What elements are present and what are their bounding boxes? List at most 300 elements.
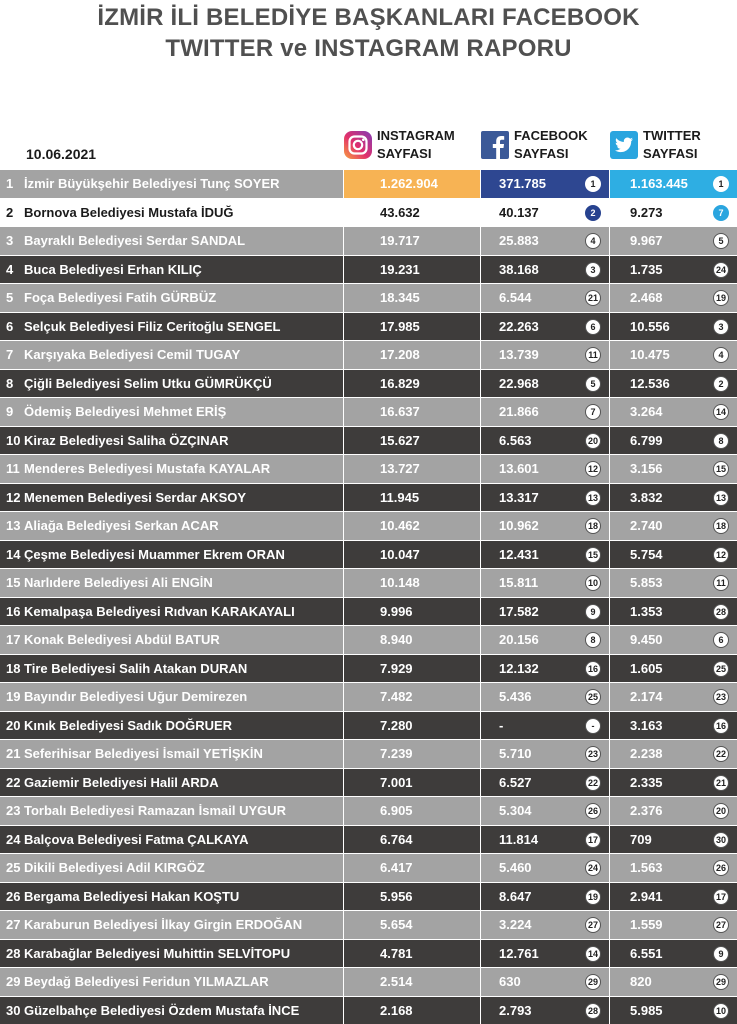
municipality-name-cell [0,769,343,797]
twitter-cell [609,968,737,996]
table-row [0,712,737,741]
instagram-value: 10.462 [343,512,480,540]
instagram-value: 13.727 [343,455,480,483]
twitter-rank-badge: 8 [713,433,729,449]
facebook-rank-badge: 12 [585,461,601,477]
twitter-rank-badge: 20 [713,803,729,819]
instagram-value: 8.940 [343,626,480,654]
facebook-column-header [480,127,588,163]
facebook-cell [480,541,609,569]
twitter-rank-badge: 15 [713,461,729,477]
twitter-value: 709 [630,831,652,847]
municipality-name: Menemen Belediyesi Serdar AKSOY [24,489,247,505]
twitter-rank-badge: 26 [713,860,729,876]
municipality-name-cell [0,598,343,626]
row-number: 3 [6,233,14,249]
facebook-rank-badge: 18 [585,518,601,534]
instagram-value: 6.905 [343,797,480,825]
municipality-name-cell [0,569,343,597]
table-row [0,968,737,997]
facebook-cell [480,683,609,711]
municipality-name-cell [0,256,343,284]
twitter-rank-badge: 22 [713,746,729,762]
municipality-name: Karabağlar Belediyesi Muhittin SELVİTOPU [24,945,291,961]
twitter-value: 9.967 [630,233,663,249]
twitter-rank-badge: 10 [713,1003,729,1019]
twitter-rank-badge: 17 [713,889,729,905]
instagram-value: 7.929 [343,655,480,683]
facebook-rank-badge: 26 [585,803,601,819]
municipality-name-cell [0,940,343,968]
instagram-value: 7.001 [343,769,480,797]
municipality-name-cell [0,398,343,426]
twitter-value: 3.264 [630,404,663,420]
municipality-name-cell [0,341,343,369]
row-number: 9 [6,404,14,420]
twitter-value: 2.174 [630,689,663,705]
row-number: 30 [6,1002,21,1018]
table-row [0,455,737,484]
table-row [0,626,737,655]
instagram-header-line-2: SAYFASI [377,146,432,161]
twitter-rank-badge: 5 [713,233,729,249]
facebook-value: 5.436 [499,689,532,705]
instagram-value: 17.985 [343,313,480,341]
row-number: 5 [6,290,14,306]
facebook-value: 15.811 [499,575,539,591]
twitter-header-line-1: TWITTER [643,128,701,143]
twitter-value: 1.353 [630,603,663,619]
facebook-cell [480,740,609,768]
table-row [0,256,737,285]
facebook-value: 40.137 [499,204,539,220]
facebook-value: 630 [499,974,521,990]
twitter-value: 2.238 [630,746,663,762]
facebook-value: 12.132 [499,660,539,676]
twitter-cell [609,370,737,398]
instagram-value: 19.717 [343,227,480,255]
twitter-rank-badge: 16 [713,718,729,734]
instagram-value: 10.047 [343,541,480,569]
row-number: 18 [6,660,21,676]
instagram-value: 10.148 [343,569,480,597]
twitter-cell [609,854,737,882]
facebook-value: 10.962 [499,518,539,534]
table-row [0,940,737,969]
twitter-rank-badge: 30 [713,832,729,848]
municipality-name: Kemalpaşa Belediyesi Rıdvan KARAKAYALI [24,603,295,619]
municipality-name: Bornova Belediyesi Mustafa İDUĞ [24,204,234,220]
facebook-rank-badge: 17 [585,832,601,848]
twitter-cell [609,170,737,198]
facebook-rank-badge: 22 [585,775,601,791]
municipality-name-cell [0,484,343,512]
facebook-value: 3.224 [499,917,532,933]
facebook-rank-badge: 27 [585,917,601,933]
facebook-value: 5.304 [499,803,532,819]
municipality-name-cell [0,712,343,740]
twitter-cell [609,484,737,512]
facebook-value: 6.563 [499,432,532,448]
table-row [0,883,737,912]
facebook-cell [480,512,609,540]
twitter-cell [609,598,737,626]
twitter-cell [609,455,737,483]
twitter-value: 10.556 [630,318,670,334]
facebook-rank-badge: 15 [585,547,601,563]
twitter-cell [609,227,737,255]
facebook-value: 13.739 [499,347,539,363]
table-row [0,826,737,855]
report-date: 10.06.2021 [26,146,97,162]
facebook-cell [480,341,609,369]
twitter-rank-badge: 4 [713,347,729,363]
municipality-name: Bayındır Belediyesi Uğur Demirezen [24,689,248,705]
row-number: 27 [6,917,21,933]
twitter-cell [609,826,737,854]
twitter-rank-badge: 29 [713,974,729,990]
twitter-cell [609,883,737,911]
facebook-cell [480,826,609,854]
facebook-cell [480,455,609,483]
twitter-cell [609,398,737,426]
twitter-cell [609,769,737,797]
twitter-value: 1.163.445 [630,176,688,192]
table-row [0,854,737,883]
municipality-name: Kiraz Belediyesi Saliha ÖZÇINAR [24,432,229,448]
facebook-value: 17.582 [499,603,539,619]
table-row [0,284,737,313]
row-number: 4 [6,261,14,277]
facebook-header-line-2: SAYFASI [514,146,569,161]
table-row [0,398,737,427]
twitter-cell [609,683,737,711]
twitter-cell [609,569,737,597]
row-number: 8 [6,375,14,391]
facebook-rank-badge: 7 [585,404,601,420]
twitter-rank-badge: 2 [713,376,729,392]
municipality-name-cell [0,512,343,540]
municipality-name: Karaburun Belediyesi İlkay Girgin ERDOĞAN [24,917,303,933]
facebook-rank-badge: 19 [585,889,601,905]
twitter-cell [609,797,737,825]
twitter-value: 12.536 [630,375,670,391]
municipality-name: Çeşme Belediyesi Muammer Ekrem ORAN [24,546,285,562]
row-number: 23 [6,803,21,819]
municipality-name: Bergama Belediyesi Hakan KOŞTU [24,888,240,904]
municipality-name-cell [0,683,343,711]
twitter-cell [609,626,737,654]
facebook-rank-badge: 5 [585,376,601,392]
instagram-value: 5.956 [343,883,480,911]
twitter-rank-badge: 11 [713,575,729,591]
facebook-cell [480,170,609,198]
table-row [0,541,737,570]
twitter-value: 1.735 [630,261,663,277]
table-row [0,797,737,826]
facebook-rank-badge: 3 [585,262,601,278]
table-row [0,769,737,798]
twitter-cell [609,541,737,569]
instagram-value: 7.280 [343,712,480,740]
row-number: 16 [6,603,21,619]
twitter-rank-badge: 25 [713,661,729,677]
facebook-rank-badge: 20 [585,433,601,449]
municipality-name: Aliağa Belediyesi Serkan ACAR [24,518,219,534]
municipality-name: Seferihisar Belediyesi İsmail YETİŞKİN [24,746,263,762]
table-row [0,740,737,769]
twitter-value: 2.740 [630,518,663,534]
facebook-rank-badge: 9 [585,604,601,620]
instagram-value: 6.417 [343,854,480,882]
municipality-name: Foça Belediyesi Fatih GÜRBÜZ [24,290,217,306]
table-row [0,598,737,627]
facebook-value: 6.527 [499,774,532,790]
table-row [0,911,737,940]
row-number: 28 [6,945,21,961]
table-row [0,427,737,456]
facebook-rank-badge: 16 [585,661,601,677]
twitter-value: 6.551 [630,945,663,961]
table-row [0,569,737,598]
facebook-rank-badge: 23 [585,746,601,762]
facebook-cell [480,854,609,882]
row-number: 20 [6,717,21,733]
facebook-value: 21.866 [499,404,539,420]
table-row [0,997,737,1024]
municipality-name: Bayraklı Belediyesi Serdar SANDAL [24,233,246,249]
facebook-rank-badge: 4 [585,233,601,249]
twitter-rank-badge: 3 [713,319,729,335]
municipality-name: Tire Belediyesi Salih Atakan DURAN [24,660,248,676]
facebook-rank-badge: 11 [585,347,601,363]
row-number: 29 [6,974,21,990]
twitter-value: 9.450 [630,632,663,648]
municipality-name: Kınık Belediyesi Sadık DOĞRUER [24,717,233,733]
row-number: 2 [6,204,14,220]
twitter-value: 3.156 [630,461,663,477]
table-row [0,199,737,228]
twitter-value: 5.985 [630,1002,663,1018]
twitter-value: 3.163 [630,717,663,733]
twitter-rank-badge: 21 [713,775,729,791]
facebook-value: 13.601 [499,461,539,477]
facebook-cell [480,313,609,341]
twitter-value: 820 [630,974,652,990]
municipality-name-cell [0,911,343,939]
facebook-rank-badge: - [585,718,601,734]
facebook-value: 38.168 [499,261,539,277]
row-number: 26 [6,888,21,904]
municipality-name: Buca Belediyesi Erhan KILIÇ [24,261,202,277]
municipality-name-cell [0,427,343,455]
municipality-name: Beydağ Belediyesi Feridun YILMAZLAR [24,974,269,990]
twitter-cell [609,940,737,968]
instagram-value: 17.208 [343,341,480,369]
row-number: 12 [6,489,21,505]
row-number: 25 [6,860,21,876]
twitter-rank-badge: 18 [713,518,729,534]
twitter-rank-badge: 23 [713,689,729,705]
instagram-value: 15.627 [343,427,480,455]
page-title [0,2,737,64]
facebook-cell [480,227,609,255]
facebook-value: 22.968 [499,375,539,391]
instagram-value: 16.829 [343,370,480,398]
facebook-cell [480,256,609,284]
row-number: 19 [6,689,21,705]
twitter-value: 6.799 [630,432,663,448]
facebook-cell [480,655,609,683]
title-line-2: TWITTER ve INSTAGRAM RAPORU [165,35,572,62]
row-number: 14 [6,546,21,562]
facebook-cell [480,797,609,825]
facebook-value: 11.814 [499,831,539,847]
facebook-rank-badge: 13 [585,490,601,506]
municipality-name: Narlıdere Belediyesi Ali ENGİN [24,575,213,591]
row-number: 1 [6,176,14,192]
facebook-cell [480,370,609,398]
instagram-value: 1.262.904 [343,170,480,198]
twitter-value: 2.941 [630,888,663,904]
row-number: 6 [6,318,14,334]
facebook-rank-badge: 21 [585,290,601,306]
municipality-name: Konak Belediyesi Abdül BATUR [24,632,220,648]
facebook-value: 5.710 [499,746,532,762]
municipality-name: Karşıyaka Belediyesi Cemil TUGAY [24,347,241,363]
twitter-cell [609,655,737,683]
facebook-cell [480,398,609,426]
table-row [0,313,737,342]
instagram-value: 7.239 [343,740,480,768]
instagram-value: 19.231 [343,256,480,284]
facebook-rank-badge: 1 [585,176,601,192]
table-row [0,341,737,370]
facebook-cell [480,712,609,740]
row-number: 7 [6,347,14,363]
facebook-rank-badge: 8 [585,632,601,648]
municipality-name: Çiğli Belediyesi Selim Utku GÜMRÜKÇÜ [24,375,272,391]
twitter-column-header [609,127,701,163]
table-row [0,512,737,541]
facebook-value: 2.793 [499,1002,532,1018]
instagram-header-line-1: INSTAGRAM [377,128,455,143]
facebook-cell [480,484,609,512]
facebook-rank-badge: 10 [585,575,601,591]
instagram-value: 2.168 [343,997,480,1024]
twitter-value: 9.273 [630,204,663,220]
municipality-name-cell [0,284,343,312]
municipality-name-cell [0,170,343,198]
twitter-rank-badge: 13 [713,490,729,506]
municipality-name: İzmir Büyükşehir Belediyesi Tunç SOYER [24,176,280,192]
facebook-cell [480,427,609,455]
row-number: 11 [6,461,20,477]
municipality-name-cell [0,740,343,768]
facebook-value: 5.460 [499,860,532,876]
municipality-name-cell [0,370,343,398]
twitter-rank-badge: 12 [713,547,729,563]
facebook-value: 20.156 [499,632,539,648]
table-row [0,683,737,712]
facebook-cell [480,626,609,654]
twitter-cell [609,512,737,540]
twitter-value: 5.853 [630,575,663,591]
table-row [0,484,737,513]
facebook-cell [480,940,609,968]
twitter-cell [609,256,737,284]
instagram-column-header [343,127,455,163]
twitter-value: 10.475 [630,347,670,363]
facebook-icon [480,130,510,160]
table-row [0,655,737,684]
twitter-rank-badge: 27 [713,917,729,933]
facebook-header-line-1: FACEBOOK [514,128,588,143]
municipality-name-cell [0,455,343,483]
facebook-value: - [499,717,504,733]
facebook-value: 12.431 [499,546,539,562]
municipality-name: Dikili Belediyesi Adil KIRGÖZ [24,860,205,876]
facebook-value: 371.785 [499,176,546,192]
twitter-cell [609,284,737,312]
twitter-value: 1.559 [630,917,663,933]
facebook-rank-badge: 6 [585,319,601,335]
twitter-cell [609,712,737,740]
ranking-table [0,170,737,1024]
facebook-value: 13.317 [499,489,539,505]
municipality-name-cell [0,227,343,255]
twitter-value: 1.605 [630,660,663,676]
twitter-rank-badge: 9 [713,946,729,962]
twitter-value: 2.376 [630,803,663,819]
table-row [0,370,737,399]
municipality-name-cell [0,655,343,683]
instagram-icon [343,130,373,160]
twitter-cell [609,740,737,768]
municipality-name: Gaziemir Belediyesi Halil ARDA [24,774,219,790]
facebook-rank-badge: 29 [585,974,601,990]
twitter-cell [609,911,737,939]
municipality-name-cell [0,854,343,882]
row-number: 24 [6,831,21,847]
facebook-value: 8.647 [499,888,532,904]
twitter-value: 5.754 [630,546,663,562]
instagram-value: 2.514 [343,968,480,996]
municipality-name-cell [0,541,343,569]
twitter-rank-badge: 14 [713,404,729,420]
municipality-name-cell [0,883,343,911]
facebook-value: 6.544 [499,290,532,306]
instagram-value: 16.637 [343,398,480,426]
twitter-value: 1.563 [630,860,663,876]
instagram-value: 43.632 [343,199,480,227]
facebook-rank-badge: 28 [585,1003,601,1019]
table-row [0,170,737,199]
table-row [0,227,737,256]
facebook-cell [480,911,609,939]
facebook-value: 12.761 [499,945,539,961]
twitter-cell [609,313,737,341]
municipality-name-cell [0,997,343,1024]
twitter-rank-badge: 7 [713,205,729,221]
twitter-rank-badge: 19 [713,290,729,306]
instagram-value: 9.996 [343,598,480,626]
twitter-rank-badge: 24 [713,262,729,278]
title-line-1: İZMİR İLİ BELEDİYE BAŞKANLARI FACEBOOK [97,4,640,31]
facebook-rank-badge: 25 [585,689,601,705]
row-number: 22 [6,774,21,790]
instagram-value: 18.345 [343,284,480,312]
